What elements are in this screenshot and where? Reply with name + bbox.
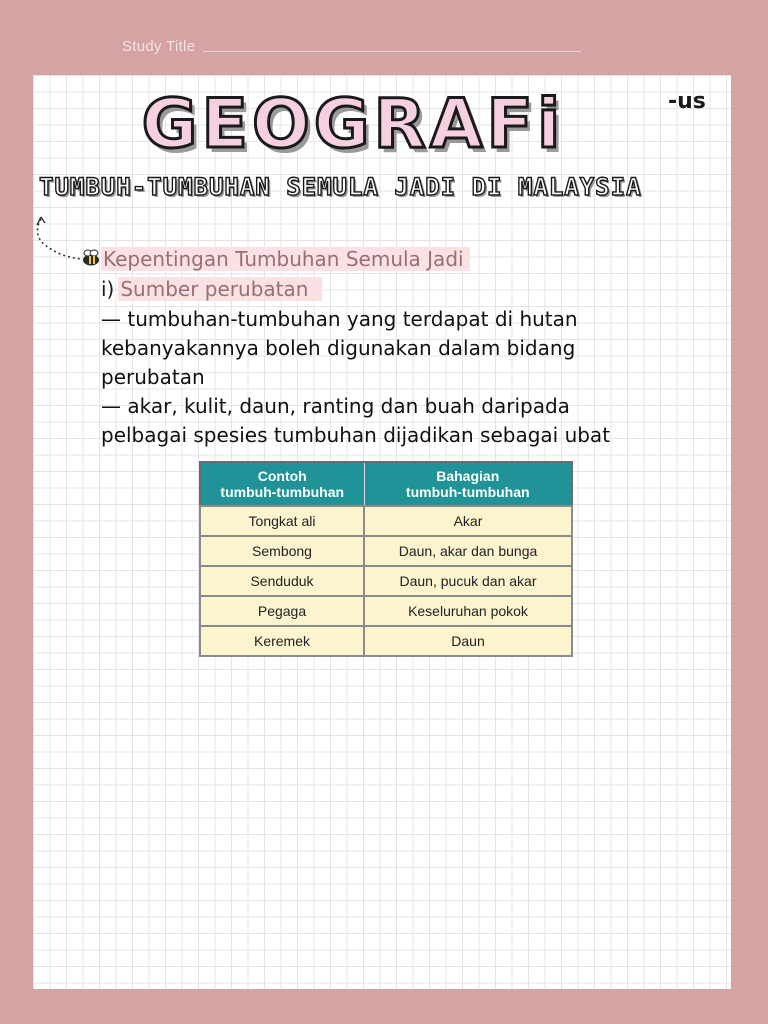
table-cell: Daun, pucuk dan akar <box>364 566 572 596</box>
table-row <box>200 536 572 566</box>
page-subtitle: TUMBUH-TUMBUHAN SEMULA JADI DI MALAYSIA <box>39 173 642 201</box>
header-line: Bahagian <box>436 468 500 484</box>
table-row <box>200 506 572 536</box>
table-row <box>200 626 572 656</box>
study-title-label: Study Title <box>122 38 196 55</box>
body-line: kebanyakannya boleh digunakan dalam bidang <box>101 336 576 360</box>
table-cell: Daun <box>364 626 572 656</box>
bee-icon <box>79 248 101 268</box>
point-title: Sumber perubatan <box>118 277 322 301</box>
table-cell: Keseluruhan pokok <box>364 596 572 626</box>
table-cell: Akar <box>364 506 572 536</box>
table-cell: Pegaga <box>200 596 364 626</box>
point-row <box>101 277 322 301</box>
table-cell: Keremek <box>200 626 364 656</box>
body-text <box>101 305 711 450</box>
study-title-line <box>203 51 581 52</box>
page-title: GEOGRAFi <box>141 85 565 164</box>
body-line: — akar, kulit, daun, ranting dan buah daripada <box>101 394 570 418</box>
table-cell: Tongkat ali <box>200 506 364 536</box>
table-cell: Sembong <box>200 536 364 566</box>
table-cell: Daun, akar dan bunga <box>364 536 572 566</box>
table-row <box>200 566 572 596</box>
header-line: tumbuh-tumbuhan <box>220 484 345 500</box>
section-heading: Kepentingan Tumbuhan Semula Jadi <box>101 247 470 271</box>
table-header-cell <box>200 462 364 506</box>
table-cell: Senduduk <box>200 566 364 596</box>
body-line: — tumbuhan-tumbuhan yang terdapat di hutan <box>101 307 578 331</box>
point-number: i) <box>101 277 115 301</box>
body-line: perubatan <box>101 365 205 389</box>
study-title-row <box>122 38 581 55</box>
plants-table <box>199 461 573 657</box>
table-header-row <box>200 462 572 506</box>
author-signature: -us <box>668 89 706 114</box>
grid-paper <box>33 75 731 989</box>
table-row <box>200 596 572 626</box>
table-header-cell <box>364 462 572 506</box>
header-line: Contoh <box>257 468 307 484</box>
body-line: pelbagai spesies tumbuhan dijadikan sebagai ubat <box>101 423 611 447</box>
header-line: tumbuh-tumbuhan <box>405 484 530 500</box>
